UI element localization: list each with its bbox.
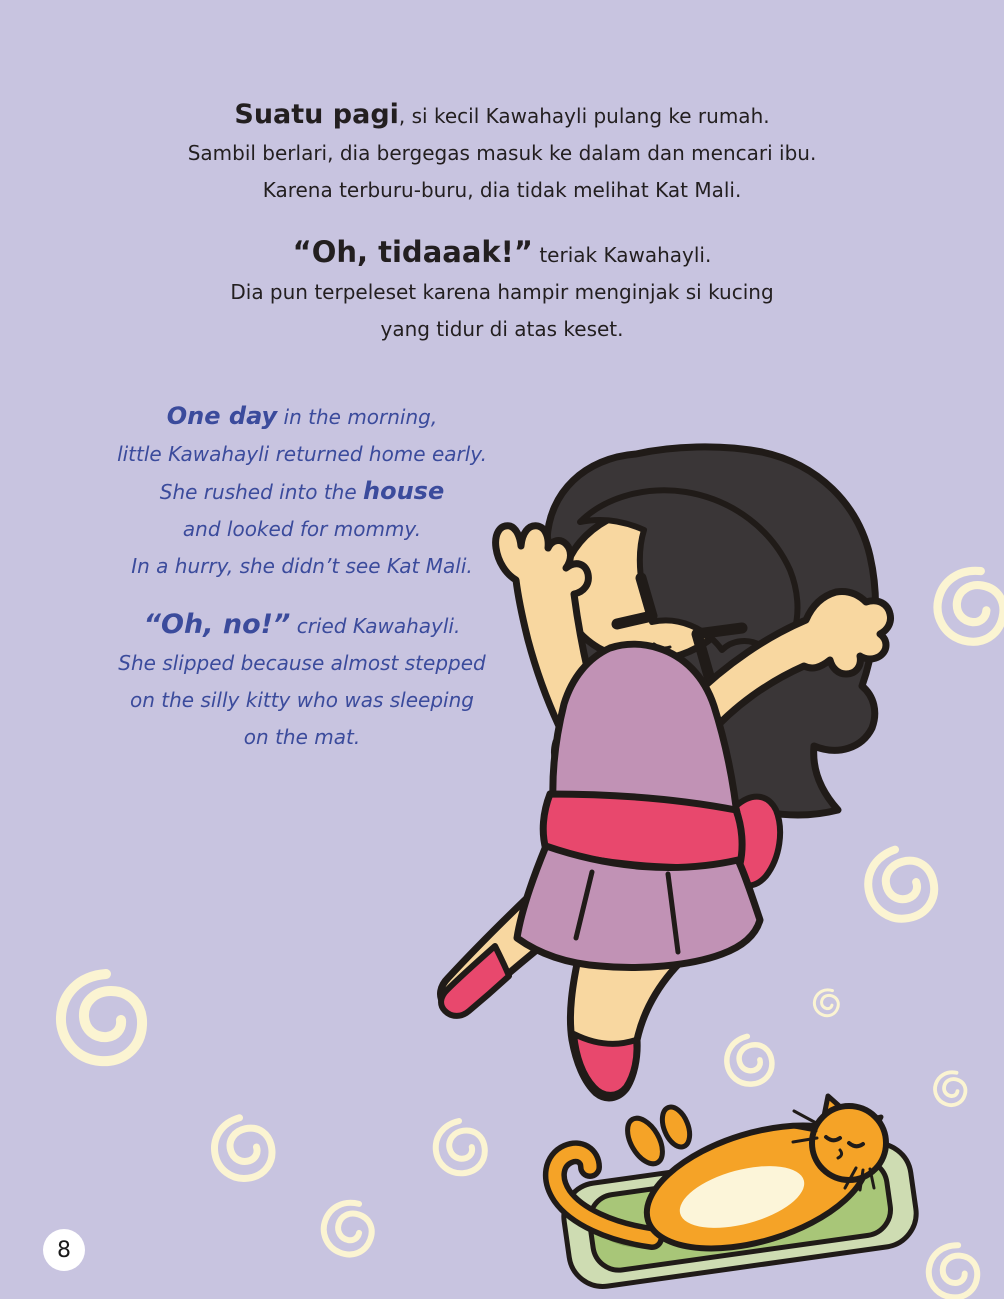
girl-skirt: [517, 846, 760, 968]
story-line-text: , si kecil Kawahayli pulang ke rumah.: [398, 104, 770, 128]
story-line: [0, 606, 604, 645]
story-line: [0, 234, 1004, 274]
story-line: [0, 473, 604, 511]
page-number-text: 8: [57, 1237, 71, 1263]
story-line-text: She rushed into the: [159, 480, 363, 504]
story-line: Sambil berlari, dia bergegas masuk ke dalam dan mencari ibu.: [187, 141, 817, 165]
story-line: little Kawahayli returned home early.: [117, 442, 487, 466]
story-line: yang tidur di atas keset.: [380, 317, 624, 341]
girl-right-shoe: [574, 1034, 637, 1095]
story-line-text: cried Kawahayli.: [290, 614, 461, 638]
story-lead-bold: One day: [166, 402, 278, 430]
story-line: She slipped because almost stepped: [118, 651, 486, 675]
story-line: and looked for mommy.: [182, 517, 422, 541]
cat-illustration: [555, 1096, 921, 1291]
story-lead-bold: “Oh, no!”: [143, 609, 291, 640]
story-line: [0, 96, 1004, 135]
story-line: Karena terburu-buru, dia tidak melihat Kat Mali.: [262, 178, 742, 202]
story-line: Dia pun terpeleset karena hampir menginjak si kucing: [230, 280, 774, 304]
story-lead-bold: Suatu pagi: [234, 99, 399, 130]
story-paragraph-indonesian-2: [0, 234, 1004, 348]
story-lead-bold: house: [363, 477, 445, 505]
story-line: [0, 398, 604, 436]
story-lead-bold: “Oh, tidaaak!”: [292, 235, 533, 269]
story-line: on the mat.: [243, 725, 361, 749]
page-number-badge: [43, 1229, 85, 1271]
story-line-text: teriak Kawahayli.: [532, 243, 712, 267]
story-paragraph-english-2: [0, 606, 604, 756]
story-paragraph-indonesian-1: [0, 96, 1004, 209]
story-line-text: in the morning,: [277, 405, 438, 429]
story-line: In a hurry, she didn’t see Kat Mali.: [131, 554, 473, 578]
story-line: on the silly kitty who was sleeping: [130, 688, 474, 712]
story-paragraph-english-1: [0, 398, 604, 585]
